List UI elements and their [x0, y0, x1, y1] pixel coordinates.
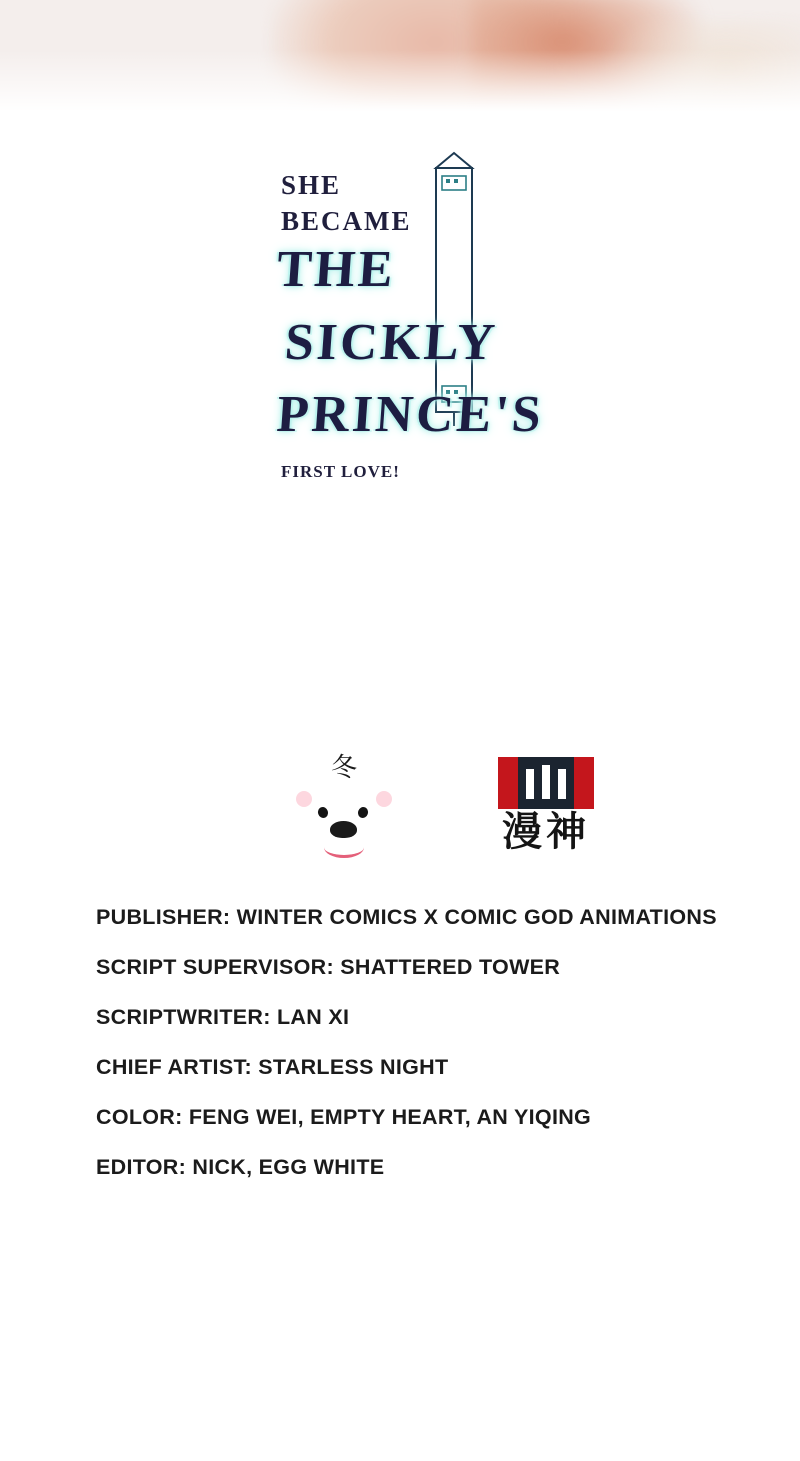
credit-scriptwriter: SCRIPTWRITER: LAN XI [96, 1005, 350, 1029]
emblem-bar-2 [542, 765, 550, 799]
title-line-the: THE [275, 241, 398, 298]
comic-god-logo [498, 757, 594, 861]
credit-chief-artist: CHIEF ARTIST: STARLESS NIGHT [96, 1055, 449, 1079]
logo-row [0, 745, 800, 875]
credit-publisher: PUBLISHER: WINTER COMICS X COMIC GOD ANIMATIONS [96, 905, 717, 929]
emblem-red-right [574, 757, 594, 809]
dog-nose-icon [330, 821, 357, 838]
dog-ear-right-icon [376, 791, 392, 807]
band-fade-overlay [0, 50, 800, 120]
credit-script-supervisor: SCRIPT SUPERVISOR: SHATTERED TOWER [96, 955, 561, 979]
credit-editor: EDITOR: NICK, EGG WHITE [96, 1155, 385, 1179]
title-line-princes: PRINCE'S [275, 386, 546, 443]
emblem-red-left [498, 757, 518, 809]
top-decorative-band [0, 0, 800, 120]
dog-ear-left-icon [296, 791, 312, 807]
dog-mouth-icon [324, 837, 364, 858]
emblem-bar-1 [526, 769, 534, 799]
title-block [265, 150, 565, 510]
bottom-blank-area [0, 1200, 800, 1461]
emblem-bar-3 [558, 769, 566, 799]
title-line-she: SHE [281, 170, 342, 200]
title-line-sickly: SICKLY [283, 314, 500, 371]
title-line-first-love: FIRST LOVE! [281, 462, 400, 481]
credits-block [96, 905, 756, 1205]
winter-kanji-text: 冬 [330, 753, 357, 783]
credit-color: COLOR: FENG WEI, EMPTY HEART, AN YIQING [96, 1105, 592, 1129]
title-line-became: BECAME [281, 206, 412, 236]
comic-god-chars-text: 漫神 [502, 809, 590, 855]
comic-god-emblem [498, 757, 594, 809]
winter-comics-dog-logo [296, 755, 392, 865]
